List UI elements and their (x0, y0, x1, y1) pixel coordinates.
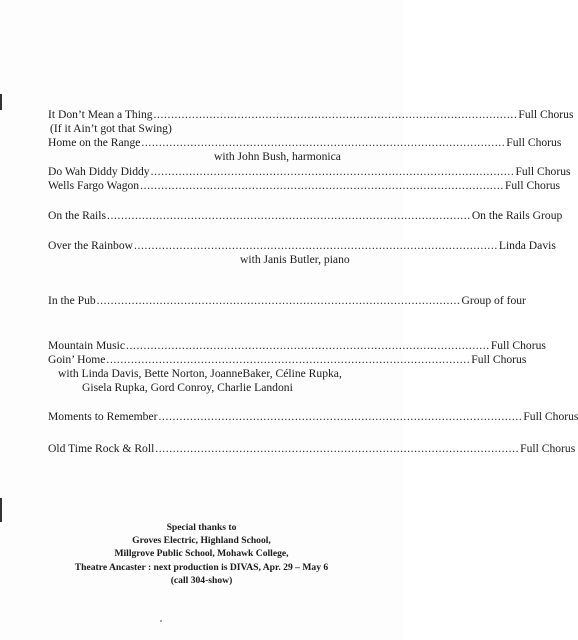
leader-dots: ........................................................................................................ (96, 294, 461, 307)
thanks-heading: Special thanks to (166, 522, 237, 533)
song-title: On the Rails (48, 209, 106, 222)
program-entry (48, 179, 561, 193)
special-thanks (0, 521, 403, 587)
song-title: Home on the Range (48, 136, 141, 149)
leader-dots: ........................................................................................................ (158, 410, 523, 423)
performer: Full Chorus (518, 108, 574, 121)
leader-dots: ........................................................................................................ (153, 108, 518, 121)
page-speck (160, 620, 162, 622)
performer: Full Chorus (520, 442, 576, 455)
song-title: Old Time Rock & Roll (48, 442, 155, 455)
leader-dots: ........................................................................................................ (141, 136, 506, 149)
song-title: Over the Rainbow (48, 239, 134, 252)
program-entry (48, 209, 563, 223)
thanks-line: Groves Electric, Highland School, (132, 535, 271, 547)
leader-dots: ........................................................................................................ (155, 442, 520, 455)
song-performers: with Linda Davis, Bette Norton, JoanneBaker, Céline Rupka, (58, 367, 342, 380)
song-title: It Don’t Mean a Thing (48, 108, 153, 121)
song-accompaniment: with Janis Butler, piano (240, 253, 350, 266)
song-title: Mountain Music (48, 339, 125, 352)
program-entry (48, 239, 556, 253)
song-accompaniment: with John Bush, harmonica (214, 150, 341, 163)
performer: Group of four (461, 294, 526, 307)
song-title: Wells Fargo Wagon (48, 179, 140, 192)
leader-dots: ........................................................................................................ (134, 239, 498, 252)
song-title: Do Wah Diddy Diddy (48, 165, 150, 178)
performer: Full Chorus (506, 136, 562, 149)
performer: Linda Davis (498, 239, 556, 252)
leader-dots: ........................................................................................................ (106, 209, 471, 222)
thanks-line: Theatre Ancaster : next production is DIVAS, Apr. 29 – May 6 (74, 561, 329, 573)
performer: Full Chorus (504, 179, 561, 192)
leader-dots: ........................................................................................................ (106, 353, 471, 366)
program-entry (48, 339, 546, 353)
performer: Full Chorus (490, 339, 546, 352)
program-entry (48, 136, 562, 150)
song-title: Moments to Remember (48, 410, 158, 423)
thanks-line: Millgrove Public School, Mohawk College, (114, 548, 289, 560)
left-edge-mark (0, 94, 2, 110)
song-title: In the Pub (48, 294, 96, 307)
song-subtitle: (If it Ain’t got that Swing) (50, 122, 172, 135)
program-entry (48, 442, 576, 456)
performer: Full Chorus (515, 165, 571, 178)
leader-dots: ........................................................................................................ (125, 339, 490, 352)
program-entry (48, 165, 571, 179)
program-entry (48, 294, 526, 308)
performer: On the Rails Group (471, 209, 563, 222)
program-entry (48, 108, 574, 122)
leader-dots: ........................................................................................................ (140, 179, 504, 192)
song-title: Goin’ Home (48, 353, 106, 366)
program-entry (48, 353, 527, 367)
song-performers: Gisela Rupka, Gord Conroy, Charlie Landoni (82, 381, 293, 394)
thanks-line: (call 304-show) (170, 574, 233, 586)
left-edge-mark (0, 498, 2, 522)
leader-dots: ........................................................................................................ (150, 165, 515, 178)
performer: Full Chorus (523, 410, 578, 423)
performer: Full Chorus (471, 353, 527, 366)
program-entry (48, 410, 578, 424)
